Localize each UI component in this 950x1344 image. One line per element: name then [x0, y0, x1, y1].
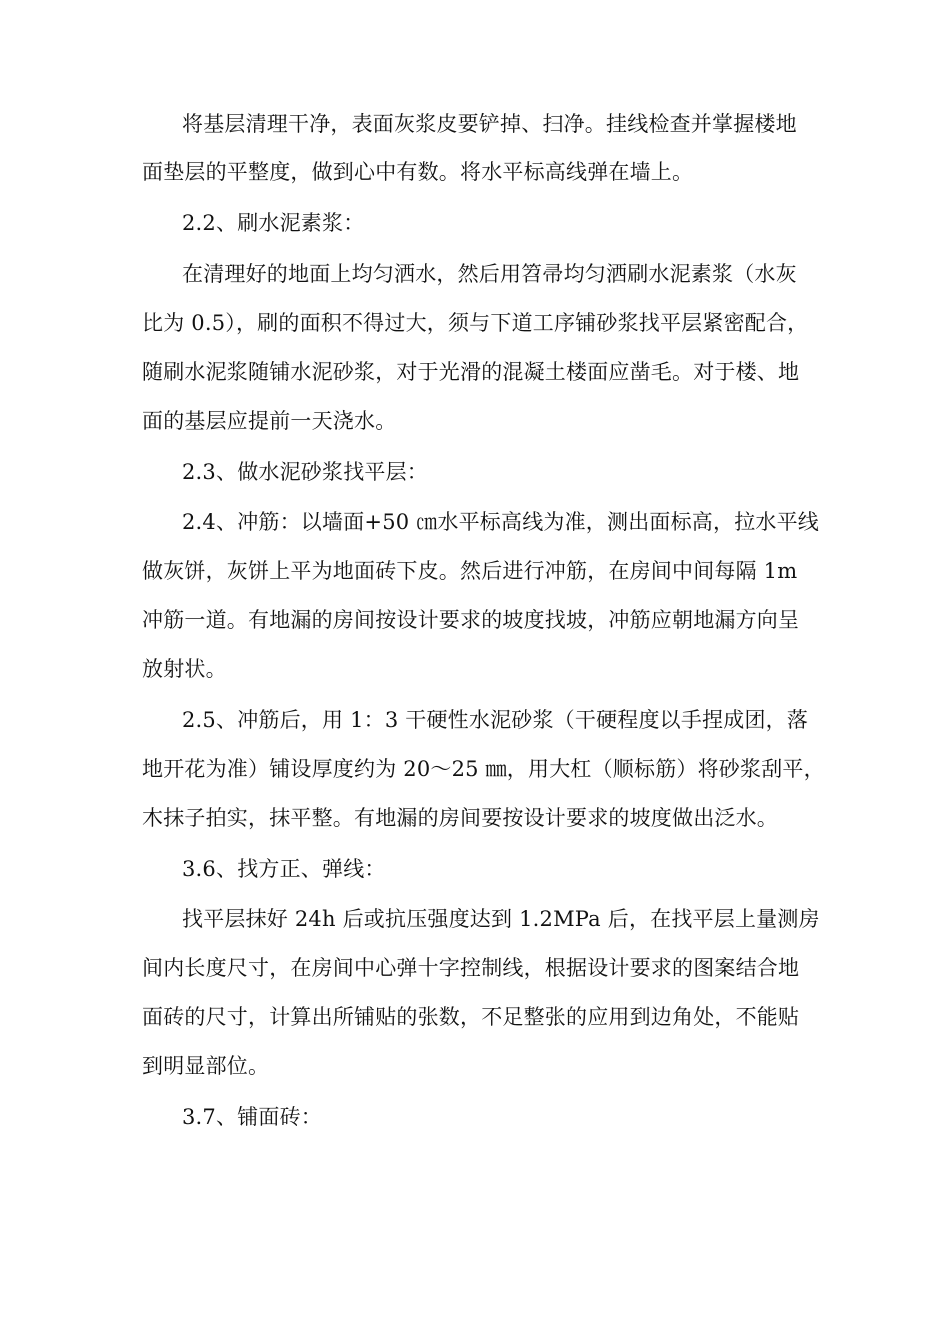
- section-heading: 3.6、找方正、弹线：: [182, 857, 386, 881]
- paragraph-line: 随刷水泥浆随铺水泥砂浆，对于光滑的混凝土楼面应凿毛。对于楼、地: [142, 360, 800, 384]
- section-heading: 2.3、做水泥砂浆找平层：: [182, 460, 428, 484]
- paragraph-line: 2.4、冲筋：以墙面+50 ㎝水平标高线为准，测出面标高，拉水平线: [182, 510, 819, 534]
- paragraph-line: 木抹子拍实，抹平整。有地漏的房间要按设计要求的坡度做出泛水。: [142, 806, 778, 830]
- paragraph-line: 比为 0.5），刷的面积不得过大，须与下道工序铺砂浆找平层紧密配合，: [142, 311, 809, 335]
- paragraph-line: 2.5、冲筋后，用 1：3 干硬性水泥砂浆（干硬程度以手捏成团，落: [182, 708, 809, 732]
- paragraph-line: 地开花为准）铺设厚度约为 20～25 ㎜，用大杠（顺标筋）将砂浆刮平，: [142, 757, 825, 781]
- section-heading: 2.2、刷水泥素浆：: [182, 211, 365, 235]
- paragraph-line: 冲筋一道。有地漏的房间按设计要求的坡度找坡，冲筋应朝地漏方向呈: [142, 608, 800, 632]
- paragraph-line: 面砖的尺寸，计算出所铺贴的张数，不足整张的应用到边角处，不能贴: [142, 1005, 800, 1029]
- paragraph-line: 找平层抹好 24h 后或抗压强度达到 1.2MPa 后，在找平层上量测房: [182, 907, 820, 931]
- paragraph-line: 将基层清理干净，表面灰浆皮要铲掉、扫净。挂线检查并掌握楼地: [182, 112, 797, 136]
- paragraph-line: 在清理好的地面上均匀洒水，然后用笤帚均匀洒刷水泥素浆（水灰: [182, 262, 797, 286]
- paragraph-line: 面的基层应提前一天浇水。: [142, 409, 397, 433]
- paragraph-line: 到明显部位。: [142, 1054, 270, 1078]
- paragraph-line: 面垫层的平整度，做到心中有数。将水平标高线弹在墙上。: [142, 160, 694, 184]
- paragraph-line: 放射状。: [142, 657, 227, 681]
- section-heading: 3.7、铺面砖：: [182, 1105, 322, 1129]
- paragraph-line: 间内长度尺寸，在房间中心弹十字控制线，根据设计要求的图案结合地: [142, 956, 800, 980]
- paragraph-line: 做灰饼，灰饼上平为地面砖下皮。然后进行冲筋，在房间中间每隔 1m: [142, 559, 798, 583]
